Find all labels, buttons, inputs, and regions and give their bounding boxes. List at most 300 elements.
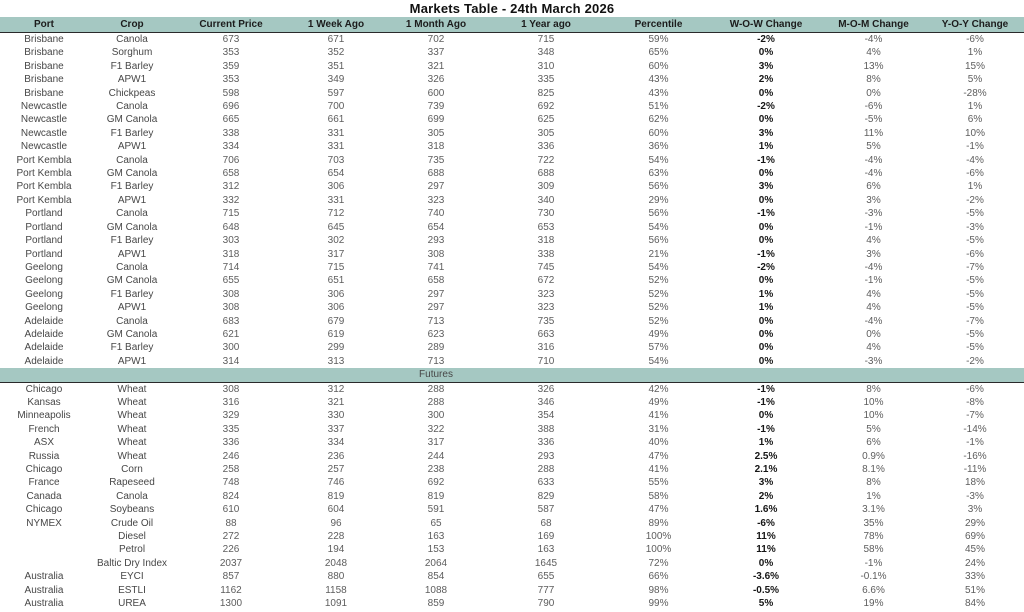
row-value-cell: 335 (222, 423, 240, 435)
row-value-cell: 47% (648, 504, 669, 516)
row-value-cell: 591 (427, 504, 445, 516)
row-value-cell: 351 (327, 60, 345, 72)
row-value-cell: 84% (964, 598, 985, 610)
row-label-cell: UREA (118, 598, 146, 610)
row-label-cell: Wheat (117, 450, 147, 462)
row-value-cell: 1% (758, 302, 774, 314)
row-value-cell: 4% (866, 47, 881, 59)
row-value-cell: 829 (537, 490, 555, 502)
row-value-cell: 713 (427, 355, 445, 367)
row-value-cell: 306 (327, 302, 345, 314)
row-label-cell: Newcastle (20, 127, 68, 139)
row-label-cell: Canada (26, 490, 62, 502)
row-value-cell: 3% (758, 181, 774, 193)
row-value-cell: 740 (427, 208, 445, 220)
table-header (0, 17, 1024, 33)
row-value-cell: 683 (222, 315, 240, 327)
row-value-cell: 24% (964, 557, 985, 569)
table-row (0, 140, 1024, 153)
row-value-cell: 337 (327, 423, 345, 435)
row-value-cell: 41% (648, 464, 669, 475)
column-header-percentile: Percentile (606, 17, 711, 33)
table-row (0, 503, 1024, 516)
row-value-cell: 354 (537, 410, 555, 422)
row-value-cell: -4% (864, 261, 883, 273)
row-value-cell: 739 (427, 101, 445, 113)
row-value-cell: 310 (537, 60, 555, 72)
row-value-cell: 99% (648, 598, 669, 610)
row-value-cell: 10% (863, 396, 884, 408)
section-divider-cell (176, 368, 286, 382)
row-label-cell: Portland (25, 221, 63, 233)
row-value-cell: 619 (327, 328, 345, 340)
row-value-cell: 1091 (324, 598, 348, 610)
row-value-cell: 100% (645, 531, 672, 543)
row-label-cell: Canola (116, 101, 148, 113)
row-value-cell: 337 (427, 47, 445, 59)
row-label-cell: F1 Barley (110, 235, 154, 247)
row-value-cell: -1% (757, 208, 775, 220)
row-value-cell: 1645 (534, 557, 558, 569)
row-value-cell: 297 (427, 181, 445, 193)
row-label-cell: APW1 (117, 141, 147, 153)
row-value-cell: 78% (863, 531, 884, 543)
row-value-cell: 303 (222, 235, 240, 247)
row-value-cell: 692 (537, 101, 555, 113)
row-label-cell: ESTLI (118, 584, 146, 596)
table-row (0, 530, 1024, 543)
row-value-cell: 748 (222, 477, 240, 489)
column-header-m-o-m-change: M-O-M Change (821, 17, 926, 33)
row-value-cell: 880 (327, 571, 345, 583)
row-value-cell: 825 (537, 87, 555, 99)
row-value-cell: -7% (966, 410, 984, 422)
row-value-cell: 2064 (424, 557, 448, 569)
row-value-cell: 352 (327, 47, 345, 59)
row-value-cell: 741 (427, 261, 445, 273)
row-value-cell: 11% (863, 127, 884, 139)
row-value-cell: -14% (963, 423, 987, 435)
row-label-cell: Chickpeas (108, 87, 156, 99)
table-row (0, 450, 1024, 463)
row-value-cell: 29% (648, 194, 669, 206)
table-row (0, 60, 1024, 73)
row-value-cell: 228 (327, 531, 345, 543)
row-value-cell: 5% (758, 598, 774, 610)
row-value-cell: 857 (222, 571, 240, 583)
row-label-cell: F1 Barley (110, 60, 154, 72)
row-value-cell: 597 (327, 87, 345, 99)
row-value-cell: 359 (222, 60, 240, 72)
row-value-cell: 326 (427, 74, 445, 86)
section-divider-cell (926, 368, 1024, 382)
row-value-cell: 658 (222, 168, 240, 180)
row-value-cell: 777 (537, 584, 555, 596)
row-value-cell: 663 (537, 328, 555, 340)
section-divider-row (0, 368, 1024, 382)
row-value-cell: 49% (648, 328, 669, 340)
row-value-cell: 59% (648, 34, 669, 45)
row-label-cell: Portland (25, 235, 63, 247)
row-label-cell: APW1 (117, 74, 147, 86)
section-divider-cell (88, 368, 176, 382)
row-value-cell: -2% (966, 194, 984, 206)
table-row (0, 248, 1024, 261)
row-value-cell: 712 (327, 208, 345, 220)
row-value-cell: 2.1% (754, 464, 778, 475)
row-value-cell: 699 (427, 114, 445, 126)
row-value-cell: 13% (863, 60, 884, 72)
column-header-current-price: Current Price (176, 17, 286, 33)
row-value-cell: 2.5% (754, 450, 778, 462)
row-label-cell: F1 Barley (110, 342, 154, 354)
row-value-cell: 0% (758, 557, 774, 569)
row-value-cell: 52% (648, 302, 669, 314)
row-value-cell: 308 (427, 248, 445, 260)
row-value-cell: 702 (427, 34, 445, 45)
row-value-cell: -5% (966, 342, 984, 354)
row-label-cell: Canola (116, 208, 148, 220)
row-value-cell: -0.1% (860, 571, 887, 583)
row-label-cell: Brisbane (24, 87, 64, 99)
row-value-cell: 0% (866, 87, 881, 99)
section-divider-cell (711, 368, 821, 382)
table-row (0, 73, 1024, 86)
row-value-cell: -2% (757, 101, 775, 113)
row-value-cell: -6% (757, 517, 775, 529)
table-row (0, 288, 1024, 301)
markets-table (0, 17, 1024, 610)
row-value-cell: 317 (327, 248, 345, 260)
row-value-cell: 66% (648, 571, 669, 583)
row-value-cell: 340 (537, 194, 555, 206)
row-label-cell: Brisbane (24, 34, 64, 45)
table-row (0, 423, 1024, 436)
row-label-cell: Kansas (27, 396, 61, 408)
table-row (0, 234, 1024, 247)
row-label-cell: Soybeans (109, 504, 155, 516)
table-row (0, 33, 1024, 47)
row-label-cell: GM Canola (106, 168, 158, 180)
row-value-cell: 246 (222, 450, 240, 462)
row-value-cell: 349 (327, 74, 345, 86)
row-value-cell: 654 (327, 168, 345, 180)
row-value-cell: 0% (758, 47, 774, 59)
row-value-cell: 334 (222, 141, 240, 153)
row-value-cell: 621 (222, 328, 240, 340)
row-value-cell: 0% (758, 355, 774, 367)
row-value-cell: 169 (537, 531, 555, 543)
row-label-cell: GM Canola (106, 114, 158, 126)
row-value-cell: 336 (537, 437, 555, 449)
row-value-cell: -16% (963, 450, 987, 462)
row-value-cell: 330 (327, 410, 345, 422)
table-row (0, 597, 1024, 610)
row-value-cell: 194 (327, 544, 345, 556)
row-value-cell: -3% (966, 490, 984, 502)
row-value-cell: 56% (648, 235, 669, 247)
row-value-cell: -5% (966, 288, 984, 300)
row-value-cell: 4% (866, 342, 881, 354)
row-value-cell: 0.9% (862, 450, 885, 462)
row-value-cell: 336 (537, 141, 555, 153)
row-value-cell: 6% (866, 181, 881, 193)
row-value-cell: 5% (866, 141, 881, 153)
row-value-cell: -2% (757, 34, 775, 45)
row-value-cell: 51% (648, 101, 669, 113)
row-value-cell: 33% (964, 571, 985, 583)
table-row (0, 557, 1024, 570)
column-header-y-o-y-change: Y-O-Y Change (926, 17, 1024, 33)
row-value-cell: 4% (866, 302, 881, 314)
row-value-cell: 790 (537, 598, 555, 610)
row-value-cell: 654 (427, 221, 445, 233)
row-value-cell: 598 (222, 87, 240, 99)
row-value-cell: 648 (222, 221, 240, 233)
row-value-cell: -1% (966, 437, 984, 449)
row-value-cell: 163 (427, 531, 445, 543)
row-value-cell: 47% (648, 450, 669, 462)
row-value-cell: 288 (427, 396, 445, 408)
row-value-cell: 313 (327, 355, 345, 367)
row-value-cell: 0% (758, 328, 774, 340)
row-value-cell: -7% (966, 261, 984, 273)
row-value-cell: 645 (327, 221, 345, 233)
row-label-cell: Wheat (117, 410, 147, 422)
row-value-cell: 8% (866, 383, 881, 395)
markets-report-page (0, 1, 1024, 610)
row-value-cell: -1% (966, 141, 984, 153)
row-value-cell: 348 (537, 47, 555, 59)
row-value-cell: 72% (648, 557, 669, 569)
row-label-cell: Adelaide (24, 342, 64, 354)
row-value-cell: 54% (648, 355, 669, 367)
row-label-cell (0, 543, 88, 556)
row-value-cell: -5% (966, 275, 984, 287)
row-value-cell: 0% (758, 168, 774, 180)
row-value-cell: -6% (966, 383, 984, 395)
row-label-cell: GM Canola (106, 275, 158, 287)
row-value-cell: 1% (758, 141, 774, 153)
row-value-cell: 258 (222, 464, 240, 475)
row-value-cell: -4% (966, 154, 984, 166)
column-header-w-o-w-change: W-O-W Change (711, 17, 821, 33)
row-label-cell: Brisbane (24, 60, 64, 72)
row-value-cell: 1088 (424, 584, 448, 596)
row-value-cell: -28% (963, 87, 987, 99)
row-value-cell: -5% (864, 114, 883, 126)
row-value-cell: 658 (427, 275, 445, 287)
row-value-cell: 60% (648, 60, 669, 72)
column-header-1-month-ago: 1 Month Ago (386, 17, 486, 33)
row-value-cell: 353 (222, 47, 240, 59)
row-value-cell: 1162 (220, 584, 242, 596)
row-value-cell: 31% (648, 423, 669, 435)
row-value-cell: 318 (537, 235, 555, 247)
row-label-cell: Portland (25, 248, 63, 260)
row-value-cell: 49% (648, 396, 669, 408)
row-label-cell: Chicago (25, 383, 63, 395)
row-value-cell: -3% (864, 208, 883, 220)
row-label-cell: Adelaide (24, 315, 64, 327)
row-value-cell: -4% (864, 154, 883, 166)
column-header-crop: Crop (88, 17, 176, 33)
row-label-cell: Diesel (118, 531, 146, 543)
row-label-cell: F1 Barley (110, 127, 154, 139)
row-value-cell: 653 (537, 221, 555, 233)
row-value-cell: -4% (864, 168, 883, 180)
row-value-cell: 58% (648, 490, 669, 502)
row-label-cell: Wheat (117, 396, 147, 408)
row-value-cell: 8% (866, 74, 881, 86)
row-value-cell: 331 (327, 141, 345, 153)
row-value-cell: 317 (427, 437, 445, 449)
row-value-cell: 3.1% (862, 504, 885, 516)
row-value-cell: 0% (866, 328, 881, 340)
row-value-cell: 1300 (219, 598, 243, 610)
row-value-cell: 10% (863, 410, 884, 422)
row-value-cell: 321 (427, 60, 445, 72)
row-label-cell: Geelong (25, 288, 63, 300)
row-label-cell: Wheat (117, 423, 147, 435)
row-value-cell: 56% (648, 208, 669, 220)
row-value-cell: -7% (966, 315, 984, 327)
table-row (0, 167, 1024, 180)
row-value-cell: 1% (758, 437, 774, 449)
row-value-cell: 0% (758, 114, 774, 126)
row-value-cell: -5% (966, 328, 984, 340)
row-value-cell: 42% (648, 383, 669, 395)
row-value-cell: 346 (537, 396, 555, 408)
row-value-cell: 679 (327, 315, 345, 327)
row-value-cell: 0% (758, 235, 774, 247)
row-value-cell: 5% (967, 74, 983, 86)
row-value-cell: 321 (327, 396, 345, 408)
table-row (0, 127, 1024, 140)
row-label-cell: Geelong (25, 261, 63, 273)
row-value-cell: 63% (648, 168, 669, 180)
row-value-cell: 10% (964, 127, 985, 139)
row-label-cell: GM Canola (106, 328, 158, 340)
row-value-cell: -5% (966, 208, 984, 220)
table-row (0, 194, 1024, 207)
row-value-cell: 2% (758, 74, 774, 86)
row-value-cell: -2% (757, 261, 775, 273)
row-value-cell: 692 (427, 477, 445, 489)
row-value-cell: 52% (648, 275, 669, 287)
row-label-cell (0, 530, 88, 543)
row-value-cell: 55% (648, 477, 669, 489)
row-label-cell: Canola (116, 490, 148, 502)
row-value-cell: 3% (967, 504, 983, 516)
section-divider-cell (486, 368, 606, 382)
row-value-cell: 60% (648, 127, 669, 139)
row-value-cell: -1% (757, 383, 775, 395)
table-body (0, 33, 1024, 611)
row-value-cell: 11% (756, 544, 776, 556)
row-label-cell: Australia (24, 571, 64, 583)
row-value-cell: 746 (327, 477, 345, 489)
row-value-cell: 300 (222, 342, 240, 354)
header-row (0, 17, 1024, 33)
row-value-cell: 297 (427, 288, 445, 300)
table-row (0, 476, 1024, 489)
row-value-cell: 1.6% (754, 504, 778, 516)
row-value-cell: 58% (863, 544, 884, 556)
row-value-cell: 35% (863, 517, 884, 529)
table-row (0, 315, 1024, 328)
table-row (0, 87, 1024, 100)
row-label-cell: French (28, 423, 60, 435)
row-label-cell: France (28, 477, 60, 489)
row-value-cell: 688 (427, 168, 445, 180)
row-label-cell: Russia (28, 450, 60, 462)
row-label-cell: Port Kembla (16, 154, 72, 166)
row-value-cell: 8.1% (862, 464, 885, 475)
row-value-cell: 688 (537, 168, 555, 180)
row-value-cell: 335 (537, 74, 555, 86)
row-value-cell: 2037 (219, 557, 243, 569)
row-value-cell: 329 (222, 410, 240, 422)
row-value-cell: 3% (758, 60, 774, 72)
table-row (0, 180, 1024, 193)
row-value-cell: 244 (427, 450, 445, 462)
row-value-cell: 1158 (325, 584, 347, 596)
row-value-cell: 326 (537, 383, 555, 395)
row-label-cell: Brisbane (24, 74, 64, 86)
row-value-cell: 52% (648, 288, 669, 300)
row-value-cell: 56% (648, 181, 669, 193)
row-value-cell: -6% (864, 101, 883, 113)
row-value-cell: 651 (327, 275, 345, 287)
row-value-cell: -1% (757, 248, 775, 260)
section-divider-label: Futures (386, 368, 486, 382)
row-value-cell: 54% (648, 221, 669, 233)
row-value-cell: 600 (427, 87, 445, 99)
row-value-cell: 62% (648, 114, 669, 126)
row-value-cell: 293 (427, 235, 445, 247)
row-value-cell: 18% (964, 477, 985, 489)
row-value-cell: 65 (430, 517, 442, 529)
row-value-cell: 6% (967, 114, 983, 126)
row-value-cell: 40% (648, 437, 669, 449)
row-value-cell: -1% (757, 154, 775, 166)
row-value-cell: 745 (537, 261, 555, 273)
row-label-cell (0, 557, 88, 570)
row-value-cell: 293 (537, 450, 555, 462)
row-value-cell: 312 (327, 383, 345, 395)
row-value-cell: 236 (327, 450, 345, 462)
row-value-cell: 0% (758, 275, 774, 287)
section-divider-cell (606, 368, 711, 382)
row-value-cell: 819 (427, 490, 445, 502)
column-header-port: Port (0, 17, 88, 33)
row-value-cell: 0% (758, 410, 774, 422)
row-value-cell: 163 (537, 544, 555, 556)
table-row (0, 261, 1024, 274)
row-value-cell: 331 (327, 127, 345, 139)
row-value-cell: 696 (222, 101, 240, 113)
table-row (0, 207, 1024, 220)
row-label-cell: Wheat (117, 437, 147, 449)
row-value-cell: 323 (427, 194, 445, 206)
row-value-cell: 19% (863, 598, 884, 610)
row-value-cell: 309 (537, 181, 555, 193)
row-label-cell: Chicago (25, 504, 63, 516)
row-value-cell: 715 (222, 208, 240, 220)
row-value-cell: 0% (758, 315, 774, 327)
row-value-cell: 661 (327, 114, 345, 126)
